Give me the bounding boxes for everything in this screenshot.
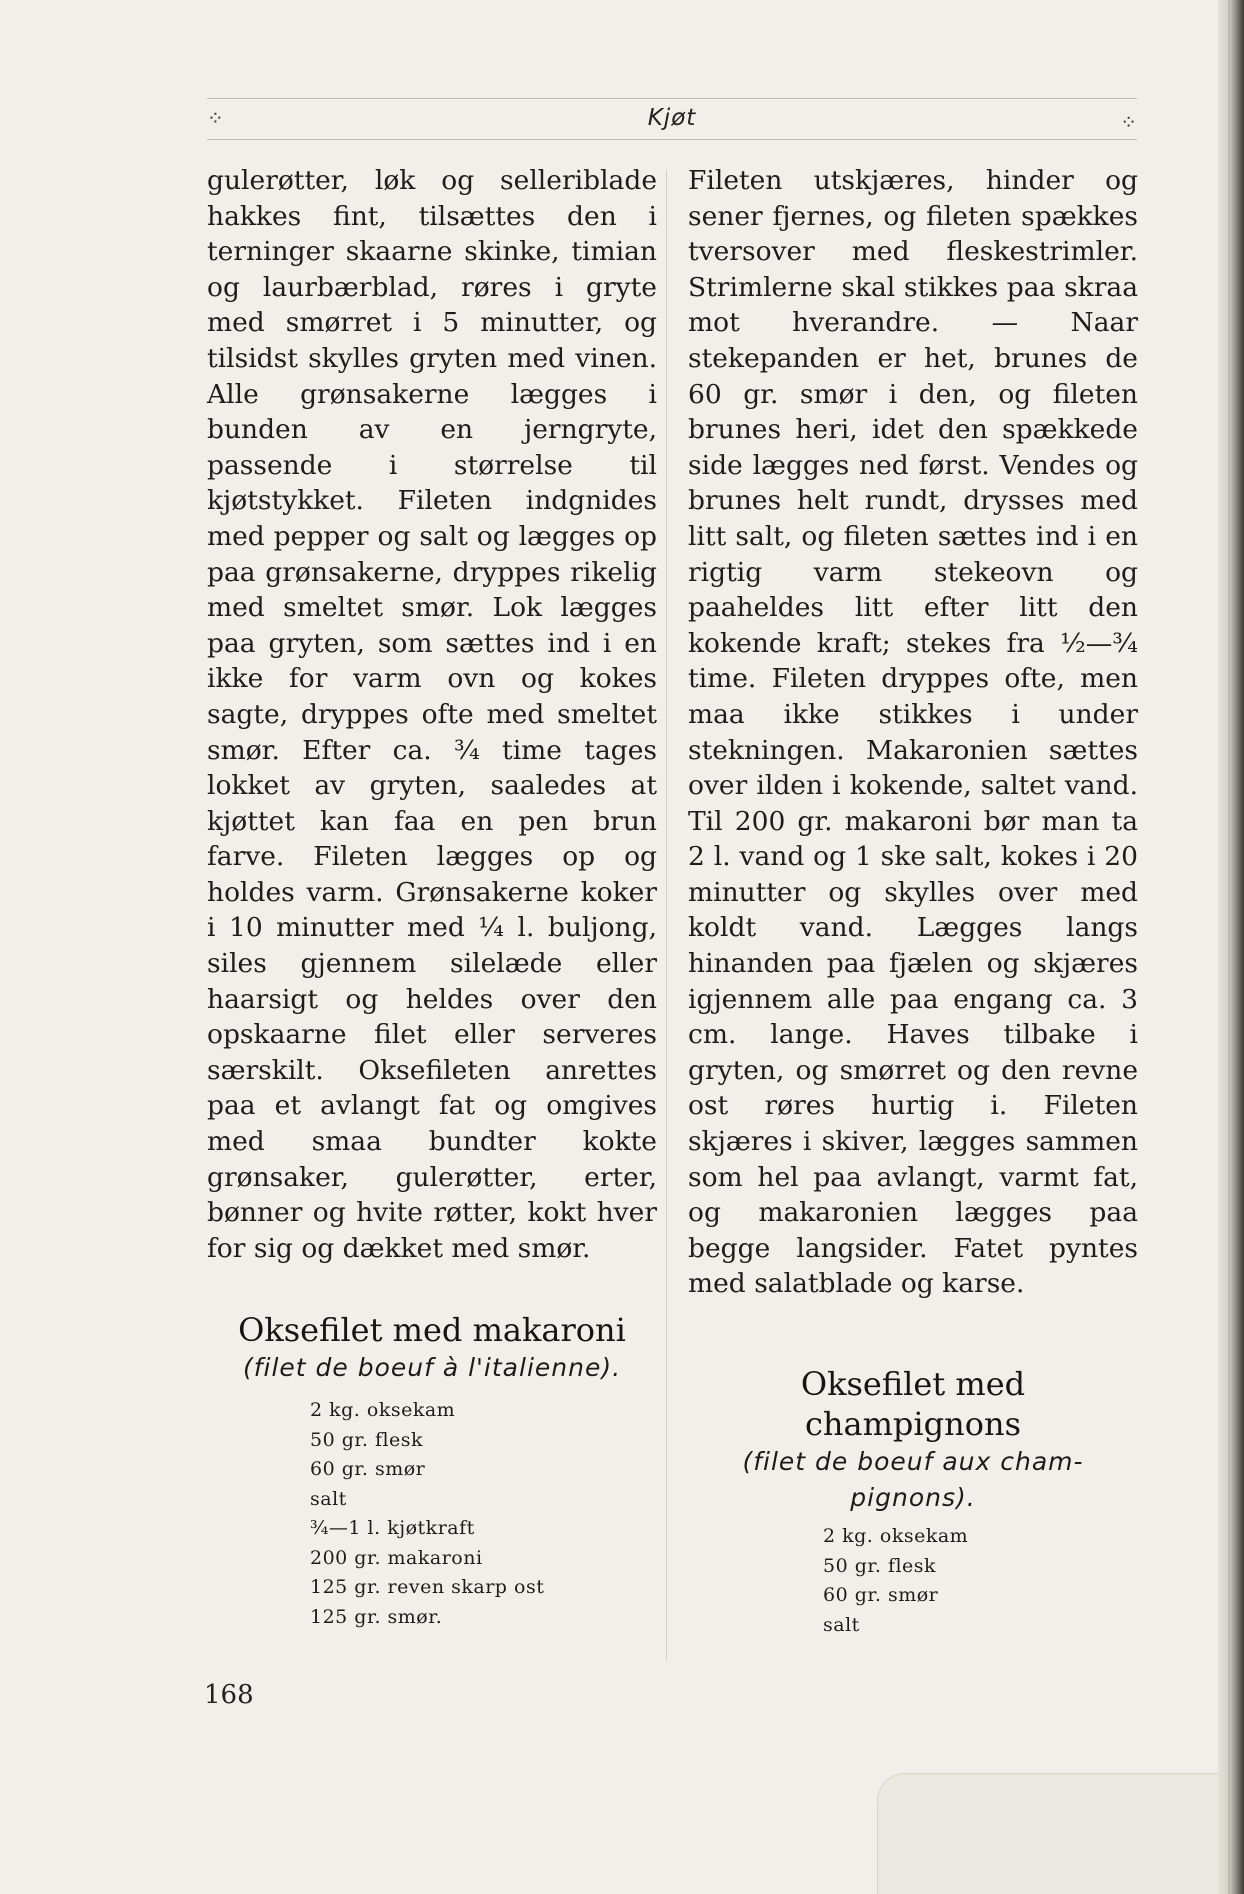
ornament-right-icon: ⁘ [1120,110,1137,134]
page-number: 168 [204,1680,254,1710]
ingredient-item: 125 gr. reven skarp ost [310,1576,545,1599]
recipe-subtitle-makaroni: (filet de boeuf à l'italienne). [242,1353,622,1383]
ingredient-item: ¾—1 l. kjøtkraft [310,1517,475,1540]
header-title: Kjøt [647,105,697,131]
right-body-text: Fileten utskjæres, hinder og sener fjernes, og fileten spækkes tversover med fleskestrimler. Strimlerne skal stikkes paa skraa mot hverandre. — Naar stekepanden er het, brunes de 60 gr. smør i den, og fileten brunes heri, idet den spækkede side lægges ned først. Vendes og brunes helt rundt, drysses med litt salt, og fileten sættes ind i en rigtig varm stekeovn og paaheldes litt efter litt den kokende kraft; stekes fra ½—¾ time. Fileten dryppes ofte, men maa ikke stikkes i under stekningen. Makaronien sættes over ilden i kokende, saltet vand. Til 200 gr. makaroni bør man ta 2 l. vand og 1 ske salt, kokes i 20 minutter og skylles over med koldt vand. Lægges langs hinanden paa fjælen og skjæres igjennem alle paa engang ca. 3 cm. lange. Haves tilbake i gryten, og smørret og den revne ost røres hurtig i. Fileten skjæres i skiver, lægges sammen som hel paa avlangt, varmt fat, og makaronien lægges paa begge langsider. Fatet pyntes med salatblade og karse. [688,165,1138,1300]
left-body-text: gulerøtter, løk og selleriblade hakkes fint, tilsættes den i terninger skaarne skinke, timian og laurbærblad, røres i gryte med smørret i 5 minutter, og tilsidst skylles gryten med vinen. Alle grønsakerne lægges i bunden av en jerngryte, passende i størrelse til kjøtstykket. Fileten indgnides med pepper og salt og lægges op paa grønsakerne, dryppes rikelig med smeltet smør. Lok lægges paa gryten, som sættes ind i en ikke for varm ovn og kokes sagte, dryppes ofte med smeltet smør. Efter ca. ¾ time tages lokket av gryten, saaledes at kjøttet kan faa en pen brun farve. Fileten lægges op og holdes varm. Grønsakerne koker i 10 minutter med ¼ l. buljong, siles gjennem silelæde eller haarsigt og heldes over den opskaarne filet eller serveres særskilt. Oksefileten anrettes paa et avlangt fat og omgives med smaa bundter kokte grønsaker, gulerøtter, erter, bønner og hvite røtter, kokt hver for sig og dækket med smør. [207,165,657,1264]
ornament-left-icon: ⁘ [207,106,224,130]
ingredient-item: 60 gr. smør [823,1584,939,1606]
ingredient-item: 200 gr. makaroni [310,1546,483,1569]
page-corner-tab [877,1773,1218,1894]
ingredient-list-champignons [823,1522,1138,1640]
recipe-title-makaroni: Oksefilet med makaroni [238,1311,626,1350]
ingredient-item: 50 gr. flesk [310,1428,424,1451]
ingredient-list-makaroni [310,1396,657,1632]
recipe-subtitle-champignons-line1: (filet de boeuf aux cham- [742,1447,1084,1476]
ingredient-item: 125 gr. smør. [310,1605,443,1628]
recipe-title-champignons: Oksefilet med champignons [800,1365,1026,1443]
column-divider [666,170,667,1660]
ingredient-item: salt [823,1613,860,1636]
ingredient-item: 50 gr. flesk [823,1554,937,1577]
running-header [207,98,1137,140]
page-edge [1218,0,1244,1894]
left-column [207,163,657,1632]
ingredient-item: 2 kg. oksekam [310,1399,456,1422]
page-edge-line [1228,0,1230,1894]
ingredient-item: 2 kg. oksekam [823,1525,969,1547]
ingredient-item: salt [310,1487,347,1510]
right-column [688,163,1138,1640]
ingredient-item: 60 gr. smør [310,1458,426,1481]
recipe-subtitle-champignons-line2: pignons). [850,1483,976,1512]
